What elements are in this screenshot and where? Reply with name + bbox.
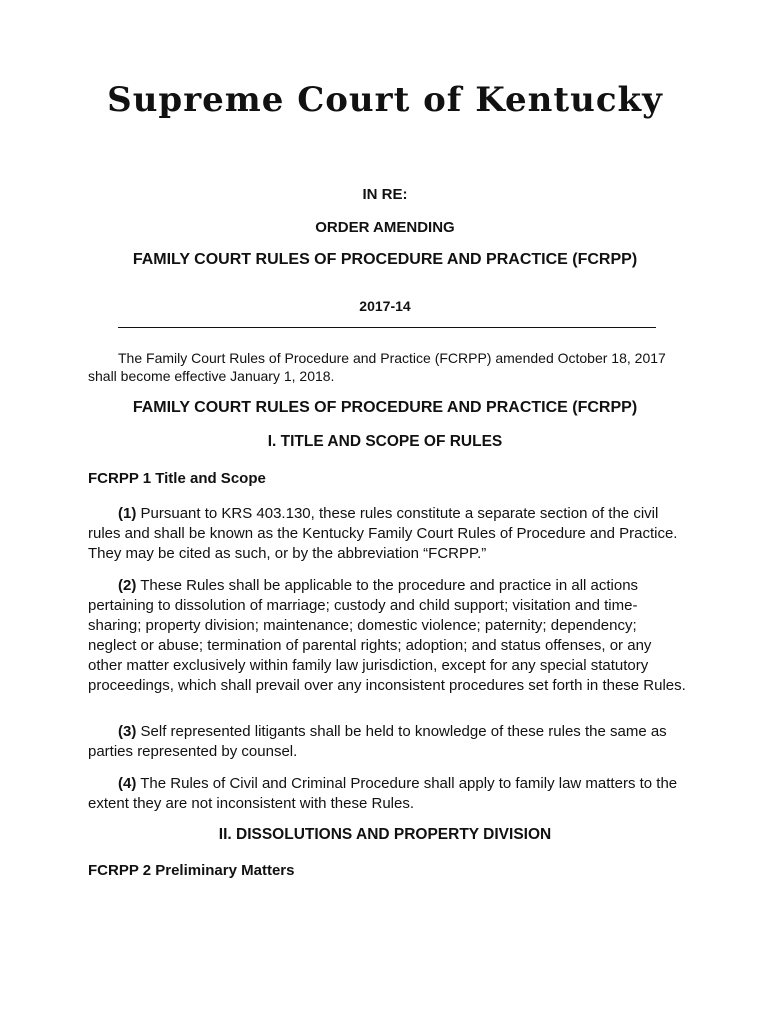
paragraph-2 xyxy=(88,576,688,696)
paragraph-text: The Rules of Civil and Criminal Procedure shall apply to family law matters to the extent they are not inconsistent with these Rules. xyxy=(88,775,678,812)
paragraph-3 xyxy=(88,722,688,762)
effective-notice xyxy=(88,349,688,385)
order-heading: ORDER AMENDING xyxy=(315,219,455,236)
effective-notice-text: The Family Court Rules of Procedure and Practice (FCRPP) amended October 18, 2017 shall become effective January 1, 2018. xyxy=(88,350,666,384)
paragraph-number: (1) xyxy=(118,505,137,522)
paragraph-number: (2) xyxy=(118,577,137,594)
paragraph-4 xyxy=(88,774,688,814)
rule-2-title: FCRPP 2 Preliminary Matters xyxy=(88,862,295,879)
paragraph-text: Pursuant to KRS 403.130, these rules constitute a separate section of the civil rules and shall be known as the Kentucky Family Court Rules of Procedure and Practice. They may be cited as such, or by the abbreviation “FCRPP.” xyxy=(88,505,678,562)
paragraph-number: (3) xyxy=(118,723,137,740)
paragraph-1 xyxy=(88,504,688,564)
paragraph-text: Self represented litigants shall be held to knowledge of these rules the same as parties represented by counsel. xyxy=(88,723,667,760)
section-1-title: I. TITLE AND SCOPE OF RULES xyxy=(267,433,503,450)
rules-heading: FAMILY COURT RULES OF PROCEDURE AND PRACTICE (FCRPP) xyxy=(132,399,638,416)
section-2-title: II. DISSOLUTIONS AND PROPERTY DIVISION xyxy=(218,826,552,843)
in-re-heading: IN RE: xyxy=(362,186,408,203)
court-title: Supreme Court of Kentucky xyxy=(107,80,663,120)
rules-title-heading: FAMILY COURT RULES OF PROCEDURE AND PRACTICE (FCRPP) xyxy=(132,251,638,268)
paragraph-number: (4) xyxy=(118,775,137,792)
horizontal-divider xyxy=(118,327,656,328)
rule-1-title: FCRPP 1 Title and Scope xyxy=(88,470,266,487)
paragraph-text: These Rules shall be applicable to the procedure and practice in all actions pertaining to dissolution of marriage; custody and child support; visitation and time-sharing; property division; maintenance; domestic violence; paternity; dependency; neglect or abuse; termination of parental rights; adoption; and status offenses, or any other matter exclusively within family law jurisdiction, except for any special statutory proceedings, which shall prevail over any inconsistent procedures set forth in these Rules. xyxy=(88,577,686,694)
order-number: 2017-14 xyxy=(359,298,411,314)
